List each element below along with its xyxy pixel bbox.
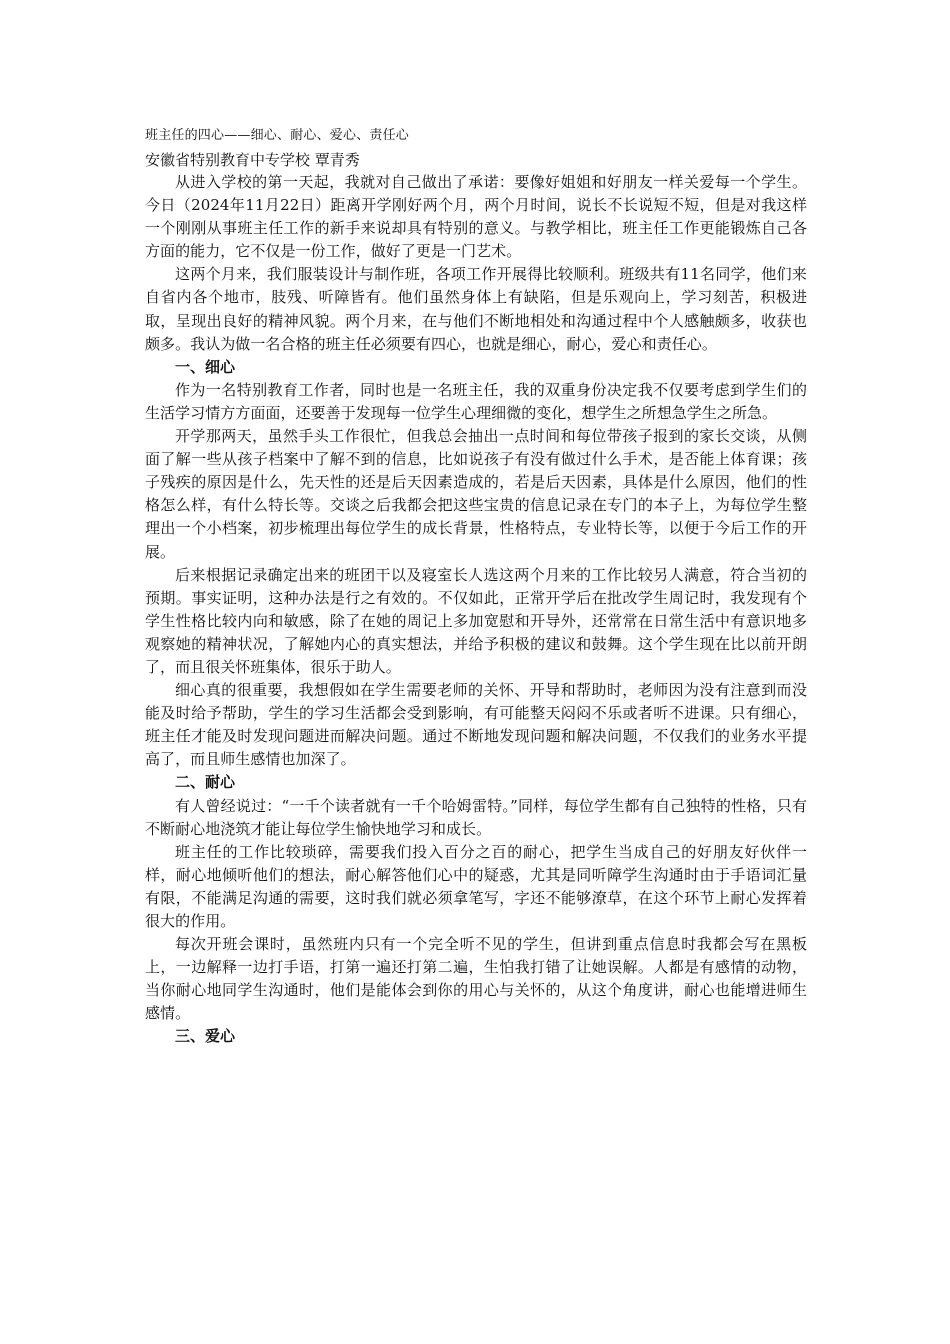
body-paragraph: 有人曾经说过：“一千个读者就有一千个哈姆雷特。”同样，每位学生都有自己独特的性格，只有不断耐心地浇筑才能让每位学生愉快地学习和成长。 [145,796,807,838]
author-line: 安徽省特别教育中专学校 覃青秀 [145,151,360,169]
body-paragraph: 开学那两天，虽然手头工作很忙，但我总会抽出一点时间和每位带孩子报到的家长交谈，从侧面了解一些从孩子档案中了解不到的信息，比如说孩子有没有做过什么手术，是否能上体育课；孩子残疾的原因是什么，先天性的还是后天因素造成的，若是后天因素，具体是什么原因，他们的性格怎么样，有什么特长等。交谈之后我都会把这些宝贵的信息记录在专门的本子上，为每位学生整理出一个小档案，初步梳理出每位学生的成长背景，性格特点，专业特长等，以便于今后工作的开展。 [145,427,807,561]
body-paragraph: 每次开班会课时，虽然班内只有一个完全听不见的学生，但讲到重点信息时我都会写在黑板上，一边解释一边打手语，打第一遍还打第二遍，生怕我打错了让她误解。人都是有感情的动物，当你耐心地同学生沟通时，他们是能体会到你的用心与关怀的，从这个角度讲，耐心也能增进师生感情。 [145,935,807,1023]
document-title: 班主任的四心——细心、耐心、爱心、责任心 [145,128,410,143]
intro-paragraph: 这两个月来，我们服装设计与制作班，各项工作开展得比较顺利。班级共有11名同学，他们来自省内各个地市，肢残、听障皆有。他们虽然身体上有缺陷，但是乐观向上，学习刻苦，积极进取，呈现出良好的精神风貌。两个月来，在与他们不断地相处和沟通过程中个人感触颇多，收获也颇多。我认为做一名合格的班主任必须要有四心，也就是细心，耐心，爱心和责任心。 [145,265,807,353]
document-page [145,126,807,1049]
section-heading-xixin: 一、细心 [175,357,236,376]
section-heading-aixin: 三、爱心 [175,1027,236,1046]
body-paragraph: 细心真的很重要，我想假如在学生需要老师的关怀、开导和帮助时，老师因为没有注意到而没能及时给予帮助，学生的学习生活都会受到影响，有可能整天闷闷不乐或者听不进课。只有细心，班主任才能及时发现问题进而解决问题。通过不断地发现问题和解决问题，不仅我们的业务水平提高了，而且师生感情也加深了。 [145,681,807,769]
intro-paragraph: 从进入学校的第一天起，我就对自己做出了承诺：要像好姐姐和好朋友一样关爱每一个学生。今日（2024年11月22日）距离开学刚好两个月，两个月时间，说长不长说短不短，但是对我这样一个刚刚从事班主任工作的新手来说却具有特别的意义。与教学相比，班主任工作更能锻炼自己各方面的能力，它不仅是一份工作，做好了更是一门艺术。 [145,173,807,261]
body-paragraph: 班主任的工作比较琐碎，需要我们投入百分之百的耐心，把学生当成自己的好朋友好伙伴一样，耐心地倾听他们的想法，耐心解答他们心中的疑惑，尤其是同听障学生沟通时由于手语词汇量有限，不能满足沟通的需要，这时我们就必须拿笔写，字还不能够潦草，在这个环节上耐心发挥着很大的作用。 [145,842,807,930]
section-heading-naixin: 二、耐心 [175,773,236,792]
body-paragraph: 后来根据记录确定出来的班团干以及寝室长人选这两个月来的工作比较另人满意，符合当初的预期。事实证明，这种办法是行之有效的。不仅如此，正常开学后在批改学生周记时，我发现有个学生性格比较内向和敏感，除了在她的周记上多加宽慰和开导外，还常常在日常生活中有意识地多观察她的精神状况，了解她内心的真实想法，并给予积极的建议和鼓舞。这个学生现在比以前开朗了，而且很关怀班集体，很乐于助人。 [145,565,807,676]
body-paragraph: 作为一名特别教育工作者，同时也是一名班主任，我的双重身份决定我不仅要考虑到学生们的生活学习情方方面面，还要善于发现每一位学生心理细微的变化，想学生之所想急学生之所急。 [145,380,807,422]
